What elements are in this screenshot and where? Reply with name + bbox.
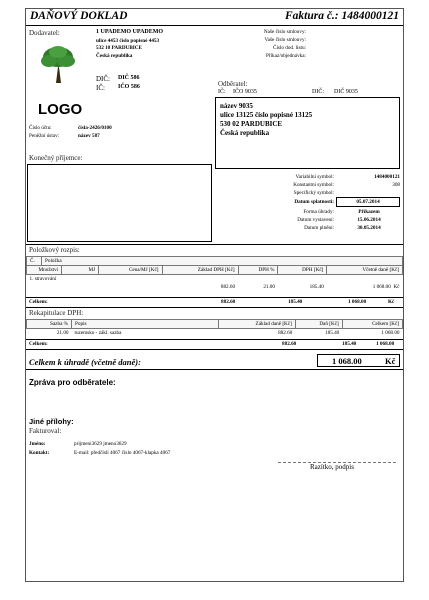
supplier-dic: DIČ 586 <box>118 75 140 81</box>
col-base: Základ DPH [Kč] <box>162 266 238 275</box>
due-date: 05.07.2014 <box>356 199 380 205</box>
items-header-1 <box>27 257 403 266</box>
buyer-dic: DIČ 9035 <box>334 89 358 95</box>
table-row <box>27 329 403 338</box>
vat-col-base: Základ daně [Kč] <box>219 320 296 329</box>
bank-label: Peněžní ústav: <box>29 133 60 139</box>
col-unit-price: Cena/MJ [Kč] <box>99 266 162 275</box>
buyer-contract-label: Vaše číslo smlouvy: <box>264 37 306 43</box>
var-symbol: 1484000121 <box>374 174 400 180</box>
item-vat-rate: 21.00 <box>263 284 275 290</box>
vat-col-rate: Sazba % <box>27 320 72 329</box>
supplier-street: ulice 4453 číslo popisné 4453 <box>96 38 160 44</box>
stamp-label: Razítko, podpis <box>310 463 354 471</box>
issuer-contact: E-mail: předčíslí 4067 číslo 4067-klapka 4067 <box>74 450 171 456</box>
vat-tax: 185.40 <box>325 330 340 336</box>
spec-symbol-label: Specifický symbol: <box>293 190 334 196</box>
message-label: Zpráva pro odběratele: <box>29 378 116 387</box>
vat-total-sum: 1 068.00 <box>376 341 395 347</box>
order-label: Příkaz/objednávka: <box>265 53 306 59</box>
col-vat-rate: DPH % <box>238 266 278 275</box>
vat-base: 882.60 <box>278 330 293 336</box>
buyer-label: Odběratel: <box>218 80 248 88</box>
items-total-sum: 1 068.00 <box>348 299 367 305</box>
items-header-2 <box>27 266 403 275</box>
col-unit: MJ <box>62 266 99 275</box>
col-vat: DPH [Kč] <box>278 266 327 275</box>
vat-col-tax: Daň [Kč] <box>295 320 342 329</box>
bank-name: název 587 <box>78 133 100 139</box>
buyer-address-box <box>215 97 400 169</box>
items-total-base: 882.60 <box>221 299 236 305</box>
issuer-name: prijmeni3629 jmeno3629 <box>74 441 127 447</box>
vat-label: Rekapitulace DPH: <box>29 309 84 317</box>
logo-text: LOGO <box>38 101 83 118</box>
contact-label: Kontakt: <box>29 450 50 456</box>
buyer-name: název 9035 <box>220 102 253 110</box>
vat-col-total: Celkem [Kč] <box>342 320 402 329</box>
buyer-ic-label: IČ: <box>218 89 226 95</box>
grand-total-currency: Kč <box>385 356 396 366</box>
vat-header <box>27 320 403 329</box>
due-date-box <box>336 197 400 207</box>
vat-desc: tuzemsko - zákl. sazba <box>74 330 122 336</box>
vat-table <box>26 319 403 337</box>
account-label: Číslo účtu: <box>29 125 52 131</box>
items-table <box>26 256 403 291</box>
due-date-label: Datum splatnosti: <box>294 199 334 205</box>
supplier-city: 532 10 PARDUBICE <box>96 45 143 51</box>
col-total: Včetně daně [Kč] <box>327 266 403 275</box>
divider <box>26 369 403 370</box>
title-bar <box>26 9 403 26</box>
grand-total-label: Celkem k úhradě (včetně daně): <box>29 357 141 367</box>
vat-rate: 21.00 <box>56 330 69 336</box>
grand-total-box <box>317 354 400 367</box>
col-item: Položka <box>42 257 403 266</box>
var-symbol-label: Variabilní symbol: <box>295 174 334 180</box>
name-label: Jméno: <box>29 441 46 447</box>
items-total-currency: Kč <box>388 299 395 305</box>
buyer-street: ulice 13125 číslo popisné 13125 <box>220 111 313 119</box>
tree-logo-icon <box>40 45 76 90</box>
col-qty: Množství <box>27 266 62 275</box>
seller-contract-label: Naše číslo smlouvy: <box>263 29 306 35</box>
recipient-label: Konečný příjemce: <box>29 154 83 162</box>
items-total-vat: 185.40 <box>288 299 303 305</box>
grand-total-value: 1 068.00 <box>332 356 362 366</box>
buyer-dic-label: DIČ: <box>312 89 324 95</box>
issue-date-label: Datum vystavení: <box>297 217 334 223</box>
payment-form-label: Forma úhrady: <box>303 209 334 215</box>
vat-total-base: 882.60 <box>282 341 297 347</box>
item-base: 882.60 <box>220 284 236 290</box>
tax-date: 30.05.2014 <box>357 225 381 231</box>
delivery-note-label: Číslo dod. listu: <box>272 45 306 51</box>
issued-label: Fakturoval: <box>29 427 62 435</box>
item-vat: 185.40 <box>309 284 324 290</box>
vat-total-label: Celkem: <box>29 341 48 347</box>
invoice-number: Faktura č.: 1484000121 <box>284 10 399 22</box>
supplier-label: Dodavatel: <box>29 29 60 37</box>
payment-form: Příkazem <box>358 209 380 215</box>
supplier-ic: IČO 586 <box>118 84 140 90</box>
recipient-box <box>27 164 212 242</box>
account-number: čísla-2426/0100 <box>78 125 112 131</box>
divider <box>26 297 403 298</box>
supplier-name: 1 UPADEMO UPADEMO <box>96 29 164 35</box>
supplier-country: Česká republika <box>96 53 133 59</box>
issue-date: 15.06.2014 <box>357 217 381 223</box>
vat-total-tax: 185.40 <box>342 341 357 347</box>
document-title: DAŇOVÝ DOKLAD <box>30 10 128 22</box>
vat-total: 1 068.00 <box>381 330 400 336</box>
buyer-ic: IČO 9035 <box>233 89 257 95</box>
tax-date-label: Datum plnění: <box>304 225 334 231</box>
items-label: Položkový rozpis: <box>29 246 80 254</box>
buyer-country: Česká republika <box>220 129 270 137</box>
vat-col-desc: Popis <box>72 320 219 329</box>
divider <box>26 349 403 350</box>
divider <box>26 307 403 308</box>
buyer-city: 530 02 PARDUBICE <box>220 120 283 128</box>
col-number: Č. <box>27 257 42 266</box>
const-symbol-label: Konstantní symbol: <box>293 182 334 188</box>
supplier-dic-label: DIČ: <box>96 75 110 83</box>
divider <box>26 244 403 245</box>
table-row <box>27 283 403 291</box>
invoice-page <box>25 8 404 582</box>
table-row <box>27 275 403 284</box>
const-symbol: 308 <box>392 182 400 188</box>
items-total-label: Celkem: <box>29 299 48 305</box>
divider <box>26 339 403 340</box>
item-total: 1 068.00 Kč <box>372 284 400 290</box>
attachments-label: Jiné přílohy: <box>29 417 74 426</box>
supplier-ic-label: IČ: <box>96 84 105 92</box>
item-description: 1. stravování <box>29 276 57 282</box>
